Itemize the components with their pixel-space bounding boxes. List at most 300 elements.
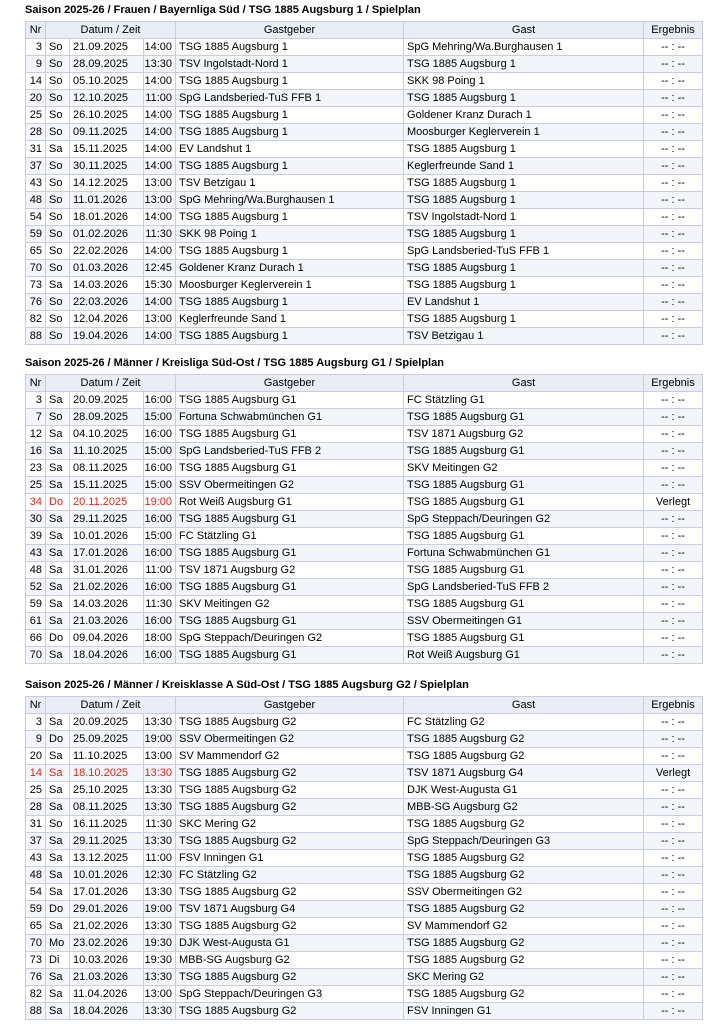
match-weekday: Sa [46, 782, 70, 799]
home-team: SV Mammendorf G2 [176, 748, 404, 765]
guest-team: TSV 1871 Augsburg G4 [404, 765, 644, 782]
match-time: 13:30 [144, 799, 176, 816]
guest-team: TSG 1885 Augsburg 1 [404, 226, 644, 243]
match-nr: 20 [26, 90, 46, 107]
match-nr: 3 [26, 714, 46, 731]
table-row [26, 935, 703, 952]
match-weekday: Mo [46, 935, 70, 952]
guest-team: FC Stätzling G1 [404, 392, 644, 409]
table-row [26, 311, 703, 328]
match-result: -- : -- [644, 107, 703, 124]
match-result: -- : -- [644, 528, 703, 545]
match-time: 16:00 [144, 426, 176, 443]
match-date: 16.11.2025 [70, 816, 144, 833]
match-nr: 14 [26, 765, 46, 782]
match-nr: 65 [26, 918, 46, 935]
column-header-gast: Gast [404, 375, 644, 392]
match-weekday: So [46, 56, 70, 73]
match-nr: 37 [26, 833, 46, 850]
match-result: -- : -- [644, 748, 703, 765]
match-result: -- : -- [644, 209, 703, 226]
match-time: 13:30 [144, 1003, 176, 1020]
match-result: -- : -- [644, 816, 703, 833]
home-team: TSG 1885 Augsburg G1 [176, 545, 404, 562]
match-date: 18.04.2026 [70, 1003, 144, 1020]
guest-team: TSV 1871 Augsburg G2 [404, 426, 644, 443]
match-nr: 82 [26, 311, 46, 328]
guest-team: TSG 1885 Augsburg G1 [404, 477, 644, 494]
home-team: SSV Obermeitingen G2 [176, 731, 404, 748]
match-weekday: So [46, 294, 70, 311]
match-weekday: So [46, 243, 70, 260]
home-team: SSV Obermeitingen G2 [176, 477, 404, 494]
match-time: 15:00 [144, 443, 176, 460]
match-weekday: Sa [46, 141, 70, 158]
match-nr: 3 [26, 392, 46, 409]
match-nr: 9 [26, 56, 46, 73]
guest-team: TSG 1885 Augsburg G1 [404, 494, 644, 511]
match-result: -- : -- [644, 901, 703, 918]
match-date: 11.10.2025 [70, 443, 144, 460]
match-date: 01.03.2026 [70, 260, 144, 277]
match-result: -- : -- [644, 969, 703, 986]
guest-team: TSG 1885 Augsburg 1 [404, 141, 644, 158]
match-time: 16:00 [144, 579, 176, 596]
match-result: -- : -- [644, 328, 703, 345]
match-result: -- : -- [644, 884, 703, 901]
match-result: -- : -- [644, 850, 703, 867]
guest-team: TSG 1885 Augsburg G1 [404, 443, 644, 460]
match-time: 19:00 [144, 901, 176, 918]
table-row [26, 511, 703, 528]
match-weekday: Sa [46, 1003, 70, 1020]
match-result: -- : -- [644, 647, 703, 664]
home-team: TSG 1885 Augsburg G2 [176, 1003, 404, 1020]
guest-team: SpG Steppach/Deuringen G2 [404, 511, 644, 528]
match-date: 11.10.2025 [70, 748, 144, 765]
home-team: TSG 1885 Augsburg 1 [176, 294, 404, 311]
match-time: 19:30 [144, 952, 176, 969]
match-nr: 70 [26, 260, 46, 277]
guest-team: FC Stätzling G2 [404, 714, 644, 731]
guest-team: DJK West-Augusta G1 [404, 782, 644, 799]
guest-team: SKC Mering G2 [404, 969, 644, 986]
table-row [26, 56, 703, 73]
home-team: TSG 1885 Augsburg 1 [176, 328, 404, 345]
match-time: 12:30 [144, 867, 176, 884]
home-team: TSG 1885 Augsburg G1 [176, 647, 404, 664]
match-date: 15.11.2025 [70, 477, 144, 494]
guest-team: TSG 1885 Augsburg G2 [404, 850, 644, 867]
home-team: TSG 1885 Augsburg 1 [176, 209, 404, 226]
match-nr: 73 [26, 952, 46, 969]
table-row [26, 748, 703, 765]
match-time: 13:30 [144, 918, 176, 935]
match-date: 17.01.2026 [70, 545, 144, 562]
guest-team: TSG 1885 Augsburg G1 [404, 596, 644, 613]
table-row [26, 867, 703, 884]
match-nr: 20 [26, 748, 46, 765]
match-weekday: Sa [46, 392, 70, 409]
home-team: TSG 1885 Augsburg 1 [176, 39, 404, 56]
home-team: Moosburger Keglerverein 1 [176, 277, 404, 294]
match-weekday: Sa [46, 850, 70, 867]
match-nr: 43 [26, 175, 46, 192]
match-weekday: So [46, 175, 70, 192]
match-time: 11:30 [144, 816, 176, 833]
match-time: 16:00 [144, 545, 176, 562]
guest-team: TSG 1885 Augsburg G2 [404, 952, 644, 969]
match-result: -- : -- [644, 426, 703, 443]
match-result: -- : -- [644, 782, 703, 799]
guest-team: SKV Meitingen G2 [404, 460, 644, 477]
match-result: -- : -- [644, 477, 703, 494]
match-weekday: Do [46, 731, 70, 748]
match-time: 14:00 [144, 328, 176, 345]
match-date: 30.11.2025 [70, 158, 144, 175]
table-row [26, 647, 703, 664]
table-row [26, 714, 703, 731]
match-date: 21.09.2025 [70, 39, 144, 56]
match-nr: 25 [26, 782, 46, 799]
match-result: -- : -- [644, 545, 703, 562]
home-team: SKC Mering G2 [176, 816, 404, 833]
guest-team: TSG 1885 Augsburg G1 [404, 562, 644, 579]
match-weekday: Sa [46, 884, 70, 901]
match-time: 13:00 [144, 986, 176, 1003]
match-time: 14:00 [144, 243, 176, 260]
guest-team: Keglerfreunde Sand 1 [404, 158, 644, 175]
column-header-datum-zeit: Datum / Zeit [46, 697, 176, 714]
guest-team: TSG 1885 Augsburg 1 [404, 277, 644, 294]
match-weekday: So [46, 73, 70, 90]
home-team: SKK 98 Poing 1 [176, 226, 404, 243]
home-team: Rot Weiß Augsburg G1 [176, 494, 404, 511]
home-team: Keglerfreunde Sand 1 [176, 311, 404, 328]
match-date: 25.10.2025 [70, 782, 144, 799]
table-row [26, 613, 703, 630]
match-time: 11:30 [144, 596, 176, 613]
schedule-table [25, 374, 703, 664]
match-weekday: So [46, 124, 70, 141]
table-row [26, 528, 703, 545]
schedule-section-kreisklasse [25, 679, 702, 1020]
match-nr: 31 [26, 816, 46, 833]
guest-team: TSG 1885 Augsburg 1 [404, 260, 644, 277]
table-row [26, 952, 703, 969]
match-nr: 16 [26, 443, 46, 460]
guest-team: TSG 1885 Augsburg 1 [404, 90, 644, 107]
table-row [26, 260, 703, 277]
match-date: 25.09.2025 [70, 731, 144, 748]
match-result: -- : -- [644, 311, 703, 328]
table-row [26, 73, 703, 90]
guest-team: Fortuna Schwabmünchen G1 [404, 545, 644, 562]
match-nr: 25 [26, 107, 46, 124]
match-nr: 59 [26, 901, 46, 918]
table-header-row [26, 375, 703, 392]
table-row [26, 1003, 703, 1020]
column-header-gastgeber: Gastgeber [176, 22, 404, 39]
table-row [26, 158, 703, 175]
match-nr: 39 [26, 528, 46, 545]
match-time: 13:30 [144, 884, 176, 901]
match-date: 10.01.2026 [70, 528, 144, 545]
match-date: 29.11.2025 [70, 833, 144, 850]
home-team: TSG 1885 Augsburg G2 [176, 765, 404, 782]
guest-team: EV Landshut 1 [404, 294, 644, 311]
match-time: 13:30 [144, 714, 176, 731]
match-result: -- : -- [644, 409, 703, 426]
match-nr: 48 [26, 867, 46, 884]
match-time: 13:00 [144, 748, 176, 765]
home-team: FC Stätzling G1 [176, 528, 404, 545]
match-date: 11.04.2026 [70, 986, 144, 1003]
match-result: Verlegt [644, 494, 703, 511]
match-result: -- : -- [644, 833, 703, 850]
match-time: 14:00 [144, 158, 176, 175]
match-result: -- : -- [644, 613, 703, 630]
schedule-table [25, 696, 703, 1020]
match-result: -- : -- [644, 175, 703, 192]
match-nr: 28 [26, 124, 46, 141]
match-time: 13:00 [144, 311, 176, 328]
match-time: 16:00 [144, 613, 176, 630]
table-row [26, 107, 703, 124]
match-date: 05.10.2025 [70, 73, 144, 90]
match-nr: 25 [26, 477, 46, 494]
match-nr: 31 [26, 141, 46, 158]
home-team: SpG Steppach/Deuringen G3 [176, 986, 404, 1003]
match-weekday: Sa [46, 969, 70, 986]
home-team: FSV Inningen G1 [176, 850, 404, 867]
match-date: 26.10.2025 [70, 107, 144, 124]
match-nr: 34 [26, 494, 46, 511]
match-time: 13:30 [144, 969, 176, 986]
match-date: 18.10.2025 [70, 765, 144, 782]
match-weekday: So [46, 311, 70, 328]
table-row [26, 39, 703, 56]
match-time: 19:00 [144, 731, 176, 748]
match-weekday: Sa [46, 562, 70, 579]
match-date: 29.11.2025 [70, 511, 144, 528]
match-time: 14:00 [144, 39, 176, 56]
match-date: 12.04.2026 [70, 311, 144, 328]
match-result: -- : -- [644, 799, 703, 816]
table-row [26, 277, 703, 294]
match-weekday: So [46, 816, 70, 833]
match-result: -- : -- [644, 714, 703, 731]
table-row [26, 392, 703, 409]
guest-team: TSG 1885 Augsburg G1 [404, 409, 644, 426]
match-result: -- : -- [644, 935, 703, 952]
home-team: TSG 1885 Augsburg 1 [176, 73, 404, 90]
match-time: 13:30 [144, 833, 176, 850]
guest-team: SSV Obermeitingen G1 [404, 613, 644, 630]
match-weekday: Sa [46, 748, 70, 765]
table-row [26, 765, 703, 782]
match-date: 20.09.2025 [70, 714, 144, 731]
match-time: 11:00 [144, 90, 176, 107]
match-nr: 43 [26, 850, 46, 867]
match-result: -- : -- [644, 90, 703, 107]
home-team: DJK West-Augusta G1 [176, 935, 404, 952]
match-result: -- : -- [644, 460, 703, 477]
home-team: TSG 1885 Augsburg G2 [176, 969, 404, 986]
match-nr: 70 [26, 935, 46, 952]
home-team: TSG 1885 Augsburg G2 [176, 714, 404, 731]
home-team: TSG 1885 Augsburg G1 [176, 392, 404, 409]
guest-team: Moosburger Keglerverein 1 [404, 124, 644, 141]
match-nr: 12 [26, 426, 46, 443]
match-result: -- : -- [644, 141, 703, 158]
table-row [26, 141, 703, 158]
match-weekday: Sa [46, 426, 70, 443]
match-date: 22.03.2026 [70, 294, 144, 311]
table-row [26, 124, 703, 141]
match-result: -- : -- [644, 867, 703, 884]
table-row [26, 901, 703, 918]
match-weekday: Sa [46, 986, 70, 1003]
match-nr: 9 [26, 731, 46, 748]
guest-team: MBB-SG Augsburg G2 [404, 799, 644, 816]
table-row [26, 175, 703, 192]
match-result: -- : -- [644, 562, 703, 579]
match-result: -- : -- [644, 226, 703, 243]
table-row [26, 969, 703, 986]
table-row [26, 850, 703, 867]
match-nr: 73 [26, 277, 46, 294]
column-header-datum-zeit: Datum / Zeit [46, 375, 176, 392]
home-team: SpG Landsberied-TuS FFB 2 [176, 443, 404, 460]
match-date: 20.11.2025 [70, 494, 144, 511]
table-header-row [26, 697, 703, 714]
guest-team: SpG Landsberied-TuS FFB 2 [404, 579, 644, 596]
match-date: 10.03.2026 [70, 952, 144, 969]
column-header-gast: Gast [404, 22, 644, 39]
guest-team: TSG 1885 Augsburg G2 [404, 816, 644, 833]
match-result: -- : -- [644, 731, 703, 748]
match-nr: 48 [26, 562, 46, 579]
guest-team: TSG 1885 Augsburg G2 [404, 901, 644, 918]
match-weekday: Sa [46, 799, 70, 816]
match-time: 11:00 [144, 850, 176, 867]
match-result: Verlegt [644, 765, 703, 782]
match-weekday: Sa [46, 443, 70, 460]
match-result: -- : -- [644, 294, 703, 311]
match-weekday: Sa [46, 528, 70, 545]
match-nr: 43 [26, 545, 46, 562]
match-weekday: Sa [46, 918, 70, 935]
match-nr: 82 [26, 986, 46, 1003]
guest-team: TSG 1885 Augsburg 1 [404, 192, 644, 209]
home-team: EV Landshut 1 [176, 141, 404, 158]
match-nr: 52 [26, 579, 46, 596]
guest-team: TSG 1885 Augsburg G2 [404, 731, 644, 748]
match-result: -- : -- [644, 579, 703, 596]
table-row [26, 477, 703, 494]
match-time: 16:00 [144, 511, 176, 528]
match-date: 08.11.2025 [70, 799, 144, 816]
section-title: Saison 2025-26 / Männer / Kreisklasse A Süd-Ost / TSG 1885 Augsburg G2 / Spielplan [25, 679, 469, 691]
match-nr: 54 [26, 884, 46, 901]
guest-team: SpG Steppach/Deuringen G3 [404, 833, 644, 850]
guest-team: SV Mammendorf G2 [404, 918, 644, 935]
match-weekday: So [46, 260, 70, 277]
match-date: 04.10.2025 [70, 426, 144, 443]
match-date: 18.04.2026 [70, 647, 144, 664]
home-team: TSG 1885 Augsburg G2 [176, 799, 404, 816]
match-time: 13:00 [144, 192, 176, 209]
home-team: TSG 1885 Augsburg G1 [176, 460, 404, 477]
table-row [26, 986, 703, 1003]
match-nr: 3 [26, 39, 46, 56]
match-date: 09.04.2026 [70, 630, 144, 647]
match-time: 13:30 [144, 765, 176, 782]
table-row [26, 443, 703, 460]
match-result: -- : -- [644, 158, 703, 175]
match-date: 20.09.2025 [70, 392, 144, 409]
match-time: 15:00 [144, 409, 176, 426]
match-weekday: So [46, 409, 70, 426]
table-row [26, 799, 703, 816]
match-date: 21.03.2026 [70, 969, 144, 986]
match-time: 14:00 [144, 209, 176, 226]
table-row [26, 460, 703, 477]
guest-team: TSG 1885 Augsburg G2 [404, 935, 644, 952]
match-nr: 76 [26, 969, 46, 986]
table-row [26, 426, 703, 443]
match-result: -- : -- [644, 243, 703, 260]
table-row [26, 328, 703, 345]
match-nr: 59 [26, 596, 46, 613]
guest-team: TSG 1885 Augsburg 1 [404, 56, 644, 73]
match-date: 13.12.2025 [70, 850, 144, 867]
match-time: 11:30 [144, 226, 176, 243]
match-time: 14:00 [144, 107, 176, 124]
match-date: 09.11.2025 [70, 124, 144, 141]
section-title: Saison 2025-26 / Frauen / Bayernliga Süd / TSG 1885 Augsburg 1 / Spielplan [25, 4, 421, 16]
match-date: 21.02.2026 [70, 579, 144, 596]
schedule-section-kreisliga [25, 357, 702, 664]
column-header-ergebnis: Ergebnis [644, 697, 703, 714]
match-weekday: Do [46, 901, 70, 918]
home-team: TSG 1885 Augsburg G1 [176, 511, 404, 528]
guest-team: TSG 1885 Augsburg 1 [404, 311, 644, 328]
table-row [26, 579, 703, 596]
match-nr: 76 [26, 294, 46, 311]
match-weekday: Sa [46, 277, 70, 294]
match-date: 31.01.2026 [70, 562, 144, 579]
match-time: 13:00 [144, 175, 176, 192]
match-weekday: Sa [46, 596, 70, 613]
table-row [26, 731, 703, 748]
match-date: 14.03.2026 [70, 596, 144, 613]
match-result: -- : -- [644, 511, 703, 528]
table-row [26, 630, 703, 647]
guest-team: TSG 1885 Augsburg G2 [404, 748, 644, 765]
match-nr: 37 [26, 158, 46, 175]
match-date: 29.01.2026 [70, 901, 144, 918]
match-time: 14:00 [144, 141, 176, 158]
table-row [26, 833, 703, 850]
guest-team: TSV Betzigau 1 [404, 328, 644, 345]
match-date: 10.01.2026 [70, 867, 144, 884]
match-nr: 65 [26, 243, 46, 260]
table-row [26, 884, 703, 901]
match-weekday: Di [46, 952, 70, 969]
match-weekday: So [46, 158, 70, 175]
